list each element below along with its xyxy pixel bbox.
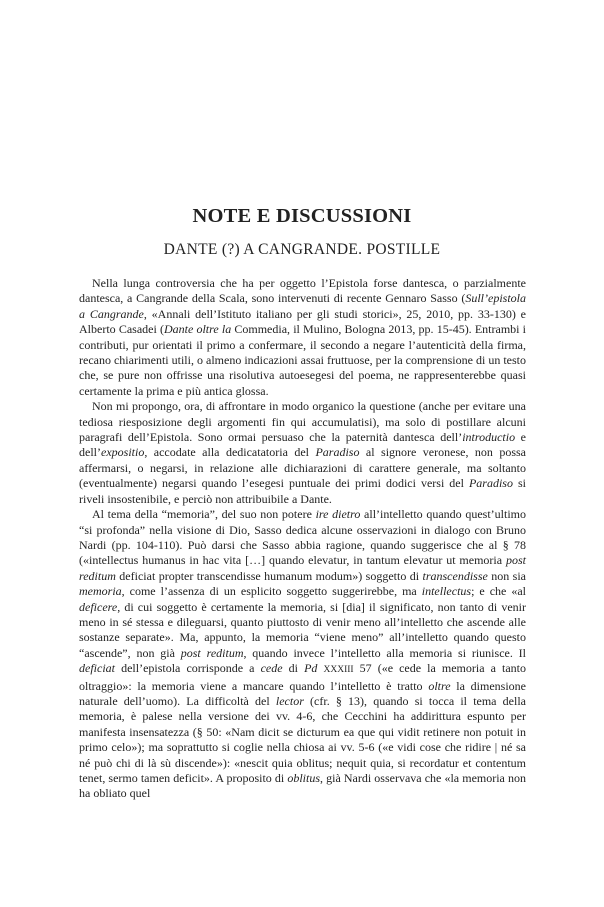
italic-text: cede: [260, 661, 283, 676]
text-run: la dimensione naturale dell’uomo). La difficoltà del: [79, 678, 526, 708]
paragraph-1: [79, 276, 526, 399]
italic-text: post reditum: [180, 645, 244, 660]
italic-text: Dante oltre la: [163, 322, 232, 337]
text-run: ; e che «al: [471, 584, 526, 599]
text-run: Nella lunga controversia che ha per oggetto l’Epistola forse dantesca, o parzialmente dantesca, a Cangrande della Scala, sono intervenuti di recente Gennaro Sasso (: [79, 276, 526, 306]
text-run: di: [282, 661, 305, 676]
text-run: dell’epistola corrisponde a: [115, 661, 261, 676]
section-title: NOTE E DISCUSSIONI: [192, 205, 412, 227]
italic-text: introductio: [462, 430, 516, 445]
text-run: , come l’assenza di un esplicito soggetto suggerirebbe, ma: [121, 584, 422, 599]
text-run: , quando invece l’intelletto alla memoria si riunisce. Il: [243, 645, 526, 660]
italic-text: ire dietro: [315, 507, 361, 522]
italic-text: memoria: [79, 584, 122, 599]
text-run: si riveli insostenibile, e perciò non attribuibile a Dante.: [79, 476, 526, 506]
italic-text: deficiat: [79, 661, 115, 676]
italic-text: Pd: [304, 661, 318, 676]
paragraph-3: [79, 507, 526, 802]
text-run: non sia: [487, 568, 526, 583]
text-run: all’intelletto quando quest’ultimo “si profonda” nella visione di Dio, Sasso dedica alcune osservazioni in dialogo con Bruno Nardi (pp. 104-110). Può darsi che Sasso abbia ragione, quando suggerisce che al § 78 («intellectus humanus in hac vita […] quando elevatur, in tantum elevatur ut memoria: [79, 507, 527, 568]
italic-text: deficere: [79, 599, 118, 614]
text-run: , accodate alla dedicatatoria del: [144, 445, 316, 460]
italic-text: Paradiso: [315, 445, 360, 460]
text-run: Al tema della “memoria”, del suo non potere: [92, 507, 316, 522]
article-body: [79, 276, 526, 802]
italic-text: intellectus: [421, 584, 472, 599]
text-run: 57 («e cede la memoria a tanto oltraggio»: la memoria viene a mancare quando l’intelletto è tratto: [79, 661, 527, 693]
text-run: al signore veronese, non possa affermarsi, o negarsi, in relazione alle dichiarazioni di carattere generale, ma soltanto (eventualmente) negarsi quando l’esegesi puntuale dei primi dodici versi del: [79, 445, 527, 491]
text-run: , già Nardi osservava che «la memoria non ha obliato quel: [79, 771, 526, 801]
text-run: e dell’: [79, 430, 527, 460]
italic-text: Sull’epistola a Cangrande: [79, 291, 526, 321]
small-caps-text: XXXIII: [323, 665, 354, 676]
italic-text: expositio: [101, 445, 145, 460]
italic-text: Paradiso: [468, 476, 513, 491]
text-run: Commedia, il Mulino, Bologna 2013, pp. 15-45). Entrambi i contributi, pur orientati il primo a confermare, il secondo a negare l’autenticità della firma, recano chiarimenti utili, o almeno indicazioni assai fruttuose, per la comprensione di un testo che, se pure non offrisse una risolutiva autoesegesi del poema, ne rappresenterebbe quasi certamente la prima e più antica glossa.: [79, 322, 527, 398]
paragraph-2: [79, 399, 526, 507]
italic-text: lector: [275, 693, 304, 708]
text-run: (cfr. § 13), quando si tocca il tema della memoria, è palese nella versione dei vv. 4-6, che Cecchini ha addirittura espunto per manifesta insensatezza (§ 50: «Nam dicit se dicturum ea que qui vidit retinere non potuit in primo celo»); ma soprattutto si coglie nella chiosa ai vv. 5-6 («e vidi cose che ridire | né sa né può chi di là sù discende»): «nescit quia oblitus; nequit quia, si recordatur et contentum tenet, sermo tamen deficit». A proposito di: [79, 693, 526, 785]
text-run: deficiat propter transcendisse humanum modum») soggetto di: [115, 568, 423, 583]
italic-text: oltre: [428, 678, 451, 693]
text-run: , di cui soggetto è certamente la memoria, si [dia] il significato, non tanto di venir meno in sé stessa e dileguarsi, quanto piuttosto di venir meno all’intelletto che ascende alle sostanze separate». Ma, appunto, la memoria “viene meno” all’intelletto quando questo “ascende”, non già: [79, 599, 526, 660]
italic-text: transcendisse: [422, 568, 488, 583]
text-run: , «Annali dell’Istituto italiano per gli studi storici», 25, 2010, pp. 33-130) e Alberto Casadei (: [79, 306, 527, 337]
italic-text: post reditum: [79, 553, 526, 583]
article-title: DANTE (?) A CANGRANDE. POSTILLE: [163, 241, 441, 258]
italic-text: oblitus: [287, 771, 321, 785]
text-run: Non mi propongo, ora, di affrontare in modo organico la questione (anche per evitare una tediosa riesposizione degli argomenti fin qui accumulatisi), ma solo di postillare alcuni paragrafi dell’Epistola. Sono ormai persuaso che la paternità dantesca dell’: [79, 399, 526, 445]
